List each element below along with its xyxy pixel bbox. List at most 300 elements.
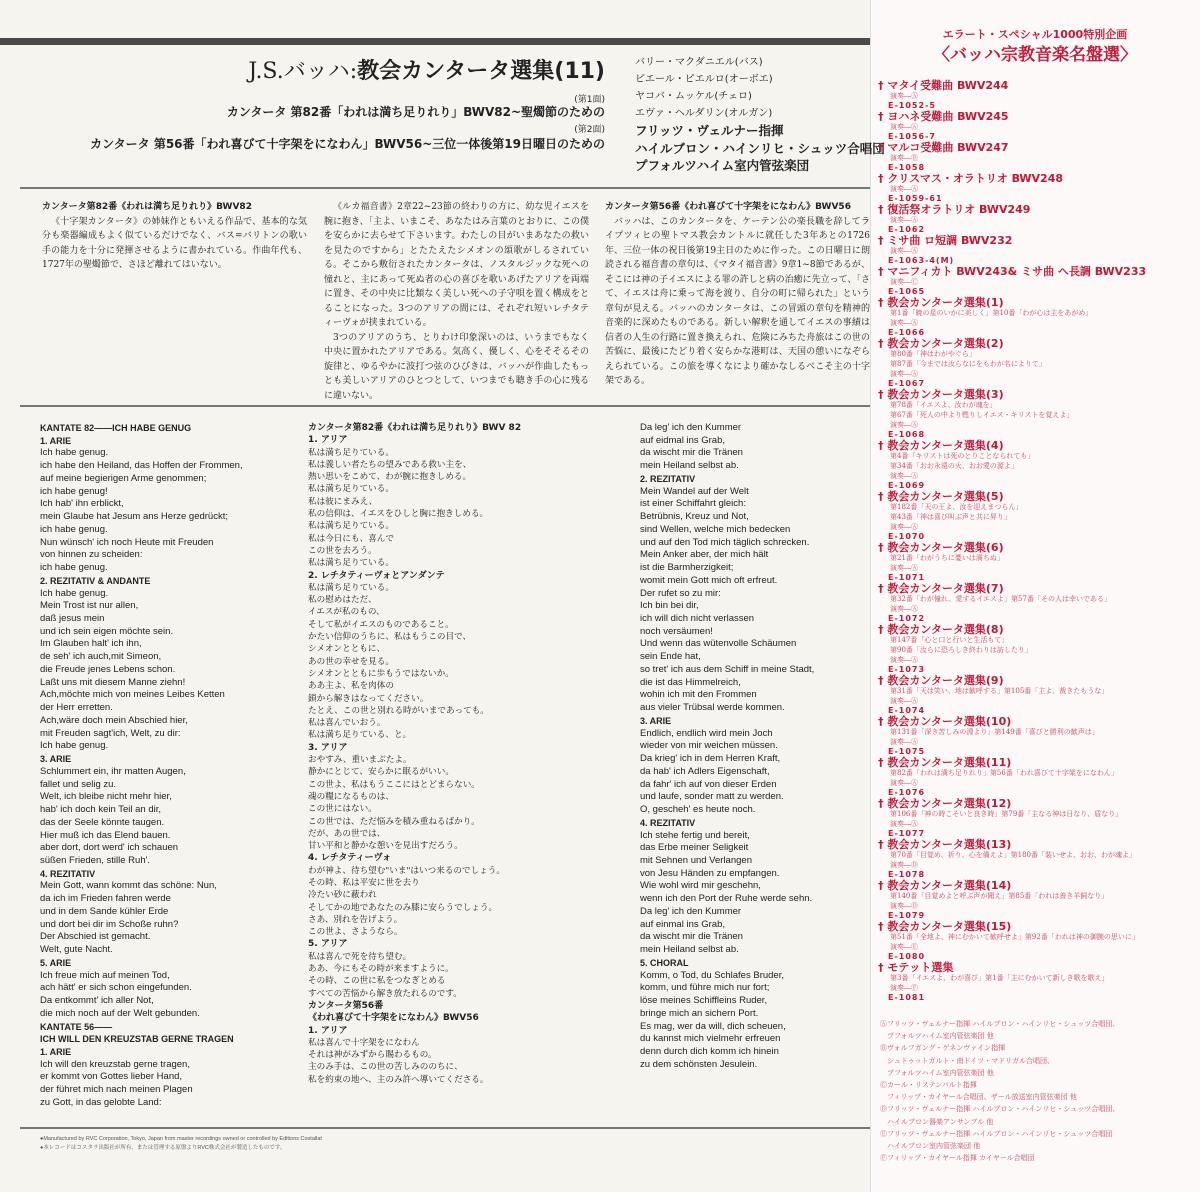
series-item-title: † マニフィカト BWV243& ミサ曲 ヘ長調 BWV233: [878, 265, 1147, 278]
series-item-catalog-number: E-1071: [888, 573, 926, 582]
lyric-section-heading: 4. REZITATIV: [640, 817, 696, 828]
series-item-catalog-number: E-1078: [888, 870, 926, 879]
lyric-line: der Herr erretten.: [40, 702, 113, 714]
series-item-works: 第31番「天は笑い、地は歓呼する」第105番「主よ、裁きたもうな」: [890, 687, 1109, 695]
series-item-works: 第140番「目覚めよと呼ぶ声が聞え」第85番「われは善き羊飼なり」: [890, 892, 1109, 900]
lyric-line: さあ、別れを告げよう。: [308, 914, 403, 925]
series-item-catalog-number: E-1070: [888, 532, 926, 541]
series-item-works: 第182番「天の王よ、汝を迎えまつらん」: [890, 503, 1023, 511]
lyric-line: シメオンとともに、: [308, 644, 386, 655]
lyric-line: 私は満ち足りている。: [308, 558, 394, 569]
legend-line: Ⓒカール・リステンパルト指揮: [880, 1081, 977, 1090]
legend-line: Ⓔフリッツ・ヴェルナー指揮 ハイルブロン・ハインリヒ・シュッツ合唱団: [880, 1129, 1113, 1138]
series-item-title: † 教会カンタータ選集(7): [878, 582, 1004, 595]
lyric-line: 私は喜んで十字架をになわん: [308, 1037, 420, 1048]
lyric-line: daß jesus mein: [40, 613, 105, 625]
lyric-line: wohin ich mit den Frommen: [640, 689, 757, 701]
series-item: [878, 542, 1196, 583]
lyric-line: da hab' ich Adlers Eigenschaft,: [640, 765, 770, 777]
lyric-line: Da entkommt' ich aller Not,: [40, 995, 154, 1007]
lyric-line: Mein Anker aber, der mich hält: [640, 549, 769, 561]
lyric-line: おやすみ、重いまぶたよ。: [308, 755, 412, 766]
series-item-catalog-number: E-1081: [888, 993, 926, 1002]
series-item-catalog-number: E-1066: [888, 328, 926, 337]
lyric-line: Mein Trost ist nur allen,: [40, 600, 139, 612]
lyric-line: Der Abschied ist gemacht.: [40, 931, 151, 943]
lyric-line: Nun wünsch' ich noch Heute mit Freuden: [40, 536, 214, 548]
lyric-section-heading: 2. REZITATIV: [640, 473, 696, 484]
lyric-line: Mein Gott, wann kommt das schöne: Nun,: [40, 880, 217, 892]
series-item-performer: 演奏―Ⓐ: [890, 605, 918, 613]
lyric-line: 私の信仰は、イエスをひしと胸に抱きしめる。: [308, 509, 489, 520]
series-subtitle: エラート・スペシャル1000特別企画: [942, 28, 1128, 41]
lyric-section-heading: 2. レチタティーヴォとアンダンテ: [308, 570, 445, 581]
lyric-line: ist einer Schiffahrt gleich:: [640, 498, 746, 510]
series-item: [878, 491, 1196, 542]
lyric-line: wenn ich den Port der Ruhe werde sehn.: [640, 893, 813, 905]
series-item-works: 第4番「キリストは死のとりことなられても」: [890, 452, 1035, 460]
series-item-title: † 教会カンタータ選集(14): [878, 879, 1012, 892]
series-item-works: 第82番「われは満ち足りれり」第56番「われ喜びて十字架をになわん」: [890, 769, 1118, 777]
series-item: [878, 338, 1196, 389]
lyric-line: O, gescheh' es heute noch.: [640, 804, 756, 816]
lyric-line: この世を去ろう。: [308, 545, 377, 556]
lyric-section-heading: 5. アリア: [308, 939, 348, 950]
lyric-section-heading: 3. ARIE: [40, 754, 72, 765]
lyric-line: Ich habe genug.: [40, 447, 109, 459]
series-item-performer: 演奏―Ⓐ: [890, 185, 918, 193]
lyric-line: ich habe genug!: [40, 485, 108, 497]
lyric-line: Ich hab' ihn erblickt,: [40, 498, 124, 510]
lyric-line: mein Glaube hat Jesum ans Herze gedrückt;: [40, 511, 228, 523]
performer: エヴァ・ヘルダリン(オルガン): [635, 108, 773, 119]
lyric-line: bringe mich an sichern Port.: [640, 1007, 759, 1019]
lyric-line: それは神がみずから賜わるもの。: [308, 1050, 437, 1061]
series-item-title: † 復活祭オラトリオ BWV249: [878, 203, 1031, 216]
lyric-line: この世よ、私はもうここにはとどまらない。: [308, 779, 480, 790]
series-item-performer: 演奏―Ⓐ: [890, 738, 918, 746]
series-item: [878, 880, 1196, 921]
lyric-line: Da leg' ich den Kummer: [640, 905, 742, 917]
series-item-works: 第3番「イエスよ、わが喜び」第1番「主にむかいて新しき歌を歌え」: [890, 974, 1109, 982]
lyric-line: この世にはない。: [308, 804, 377, 815]
lyric-line: hab' ich doch kein Teil an dir,: [40, 804, 161, 816]
series-item-catalog-number: E-1056-7: [888, 132, 936, 141]
lyric-line: der führet mich nach meinen Plagen: [40, 1084, 193, 1096]
lyric-line: Ich freue mich auf meinen Tod,: [40, 969, 170, 981]
series-item-works: 第51番「全地よ、神にむかいて歓呼せよ」第92番「われは神の御腕の思いに」: [890, 933, 1139, 941]
series-item-performer: 演奏―Ⓐ: [890, 523, 918, 531]
lyric-line: noch versäumen!: [640, 625, 713, 637]
legend-line: シュトゥットガルト・南ドイツ・マドリガル合唱団、: [880, 1056, 1055, 1065]
series-item-catalog-number: E-1080: [888, 952, 926, 961]
series-item-title: † 教会カンタータ選集(5): [878, 490, 1004, 503]
series-item-performer: 演奏―Ⓐ: [890, 564, 918, 572]
series-item-catalog-number: E-1063-4(M): [888, 256, 955, 265]
series-item-performer: 演奏―Ⓐ: [890, 779, 918, 787]
lyric-line: fallet und selig zu.: [40, 778, 117, 790]
lyric-line: und in dem Sande kühler Erde: [40, 905, 169, 917]
lyric-line: 魂の糧になるものは、: [308, 791, 394, 802]
note-paragraph: 3つのアリアのうち、とりわけ印象深いのは、いうまでもなく中央に置かれたアリアである。気高く、優しく、心をそそるその旋律と、ゆるやかに波打つ弦のひびきは、バッハが作曲したもっとも美しいアリアのひとつとして、いつまでも聴き手の心に残るに違いない。: [324, 332, 589, 401]
series-item-title: † ミサ曲 ロ短調 BWV232: [878, 234, 1013, 247]
series-item-title: † モテット選集: [878, 961, 954, 974]
lyric-line: たとえ、この世と別れる時がいまであっても。: [308, 705, 489, 716]
lyric-line: 私は喜んで死を待ち望む。: [308, 951, 412, 962]
series-item-title: † 教会カンタータ選集(6): [878, 541, 1004, 554]
manufacturer-note-jp: ●本レコードはコスタラ出版社が所有、または管理する原盤よりRVC株式会社が製造したものです。: [40, 1145, 286, 1151]
series-item-catalog-number: E-1065: [888, 287, 926, 296]
legend-line: Ⓓフリッツ・ヴェルナー指揮 ハイルブロン・ハインリヒ・シュッツ合唱団、: [880, 1105, 1120, 1114]
lyric-line: mit Sehnen und Verlangen: [640, 854, 752, 866]
series-item-performer: 演奏―Ⓐ: [890, 820, 918, 828]
series-item-title: † 教会カンタータ選集(12): [878, 797, 1012, 810]
series-item-works: 第106番「神の時こそいと良き時」第79番「主なる神は日なり、盾なり」: [890, 810, 1123, 818]
lyric-line: ああ主よ、私を肉体の: [308, 681, 394, 692]
series-item-catalog-number: E-1074: [888, 706, 926, 715]
series-item-catalog-number: E-1059-61: [888, 194, 943, 203]
series-item-title: † 教会カンタータ選集(11): [878, 756, 1012, 769]
lyric-line: 私は喜んでいおう。: [308, 718, 386, 729]
lyric-line: 静かにとじて、安らかに眠るがいい。: [308, 767, 454, 778]
lyric-section-heading: 3. アリア: [308, 742, 348, 753]
lyric-line: und laufe, sonder matt zu werden.: [640, 791, 784, 803]
lyric-line: er kommt von Gottes lieber Hand,: [40, 1071, 183, 1083]
series-item-performer: 演奏―Ⓒ: [890, 278, 918, 286]
lyric-line: ist die Barmherzigkeit;: [640, 562, 734, 574]
lyric-line: auf einmal ins Grab,: [640, 918, 726, 930]
note-paragraph: バッハは、このカンタータを、ケーテン公の楽長職を辞してライプツィヒの聖トマス教会カントルに就任した3年あとの1726年、三位一体の祝日後第19主日のために作った。この日曜日に朗読される福音書の章句は、《マタイ福音書》9章1~8節であるが、そこには神の子イエスによる罪の許しと病の治癒に先立って、「さて、イエスは舟に乗って海を渡り、自分の町に帰られた」という章句が見える。バッハのカンタータは、この冒頭の章句を精神的音楽的に深めたものである。新しい解釈を通してイエスの事績は信者の人生の行路に置き換えられ、危険にみちた舟旅はこの世の苦悩に、最後にたどり着く安らかな港町は、天国の憩いになぞらえられている。この旅を導くなにより確かなしるべこそ主の十字架である。: [605, 216, 870, 386]
lyric-line: シメオンとともに歩もうではないか。: [308, 668, 454, 679]
lyric-section-heading: 3. ARIE: [640, 715, 672, 726]
lyric-line: ach hätt' er sich schon eingefunden.: [40, 982, 192, 994]
liner-notes-col1: [42, 200, 307, 273]
side-2-label: (第2面): [574, 125, 605, 135]
lyric-line: ああ、今にもその時が来ますように。: [308, 964, 454, 975]
lyric-line: mein Heiland selbst ab.: [640, 944, 739, 956]
series-item-title: † 教会カンタータ選集(13): [878, 838, 1012, 851]
series-item-title: † 教会カンタータ選集(9): [878, 674, 1004, 687]
lyric-line: womit mein Gott mich oft erfreut.: [640, 574, 778, 586]
lyric-section-heading: 《われ喜びて十字架をになわん》BWV56: [308, 1013, 479, 1024]
lyric-line: Laßt uns mit diesem Manne ziehn!: [40, 676, 186, 688]
lyric-line: 私は満ち足りている。: [308, 582, 394, 593]
lyric-line: du kannst mich vielmehr erfreuen: [640, 1033, 781, 1045]
lyric-line: Ach,wäre doch mein Abschied hier,: [40, 714, 188, 726]
divider: [20, 405, 870, 407]
series-item-performer: 演奏―Ⓐ: [890, 216, 918, 224]
lyric-line: die ist das Himmelreich,: [640, 676, 741, 688]
lyric-line: de seh' ich auch,mit Simeon,: [40, 651, 162, 663]
lyric-line: そしてかの地であなたのみ膝に安らうでしょう。: [308, 902, 498, 913]
legend-line: フィリップ・カイヤール合唱団、ザール放送室内管弦楽団 他: [880, 1093, 1077, 1102]
top-rule: [0, 38, 870, 45]
lyric-section-heading: 1. ARIE: [40, 1046, 72, 1057]
legend-line: プフォルツハイム室内管弦楽団 他: [880, 1068, 994, 1077]
series-item-title: † 教会カンタータ選集(15): [878, 920, 1012, 933]
lyric-line: Ich stehe fertig und bereit,: [640, 829, 750, 841]
series-item-title: † 教会カンタータ選集(4): [878, 439, 1004, 452]
series-item-works: 第80番「神はわがやぐら」: [890, 350, 976, 358]
lyric-line: auf meine begierigen Arme genommen;: [40, 472, 207, 484]
series-item-title: † 教会カンタータ選集(3): [878, 388, 1004, 401]
series-item-catalog-number: E-1077: [888, 829, 926, 838]
lyric-line: denn durch dich komm ich hinein: [640, 1045, 779, 1057]
lyric-line: von hinnen zu scheiden:: [40, 549, 143, 561]
series-item-catalog-number: E-1079: [888, 911, 926, 920]
liner-notes-col2: [324, 200, 589, 403]
lyric-line: und ich sein eigen möchte sein.: [40, 625, 174, 637]
ensemble: フリッツ・ヴェルナー指揮: [635, 123, 784, 138]
series-item-catalog-number: E-1058: [888, 163, 926, 172]
lyric-line: da wischt mir die Tränen: [640, 447, 743, 459]
lyric-line: die Freude jenes Lebens schon.: [40, 663, 176, 675]
note-paragraph: 《ルカ福音書》2章22~23節の終わりの方に、幼な児イエスを腕に抱き、「主よ、いまこそ、あなたはみ言葉のとおりに、この僕を安らかに去らせて下さいます。わたしの目がいまあなたの救いを見たのですから」とたたえたシメオンの頌歌がしるされている。そこから敷衍されたカンタータは、ノスタルジックな死への憧れと、主にあって死ぬ者の心の喜びを歌いあげたアリアを両端に置き、その中央に比類なく美しい死への子守唄を置く構成をとることになった。3つのアリアの間には、それぞれ短いレチタティーヴォが挟まれている。: [324, 202, 589, 328]
lyric-line: und auf den Tod mich täglich schrecken.: [640, 536, 810, 548]
performer: バリー・マクダニエル(バス): [635, 57, 763, 68]
lyric-line: その時、この世に私をつなぎとめる: [308, 976, 446, 987]
lyric-line: löse meines Schiffleins Ruder,: [640, 995, 768, 1007]
lyric-line: mein Heiland selbst ab.: [640, 460, 739, 472]
work-1-title: カンタータ 第82番「われは満ち足りれり」BWV82~聖燭節のための: [226, 105, 605, 119]
series-item-performer: 演奏―Ⓐ: [890, 92, 918, 100]
series-item-performer: 演奏―Ⓓ: [890, 861, 918, 869]
legend-line: Ⓕフィリップ・カイヤール指揮 カイヤール合唱団: [880, 1154, 1035, 1163]
lyric-line: von Jesu Händen zu empfangen.: [640, 867, 780, 879]
series-item-works: 第43番「神は喜び叫ぶ声と共に昇り」: [890, 513, 1011, 521]
series-item: [878, 757, 1196, 798]
lyric-line: Ich habe genug.: [40, 740, 109, 752]
lyric-line: 冷たい砂に蔽われ: [308, 890, 377, 901]
series-item-performer: 演奏―Ⓐ: [890, 472, 918, 480]
lyric-line: da wischt mir die Tränen: [640, 931, 743, 943]
lyric-line: あの世の幸せを見る。: [308, 656, 394, 667]
series-item-title: † 教会カンタータ選集(10): [878, 715, 1012, 728]
lyric-section-heading: 1. アリア: [308, 1025, 348, 1036]
series-item: [878, 389, 1196, 440]
series-item-performer: 演奏―Ⓐ: [890, 656, 918, 664]
lyric-line: Und wenn das wütenvolle Schäumen: [640, 638, 797, 650]
lyric-line: aber dort, dort werd' ich schauen: [40, 842, 179, 854]
series-item-catalog-number: E-1062: [888, 225, 926, 234]
series-item: [878, 716, 1196, 757]
lyrics-german-col1: [40, 422, 243, 1110]
series-item-performer: 演奏―Ⓐ: [890, 421, 918, 429]
series-item-title: † 教会カンタータ選集(2): [878, 337, 1004, 350]
lyric-line: Ich bin bei dir,: [640, 600, 699, 612]
lyric-section-heading: 4. REZITATIV: [40, 868, 96, 879]
lyric-line: wieder von mir weichen müssen.: [640, 740, 778, 752]
lyric-line: ich habe genug.: [40, 523, 108, 535]
series-item-performer: 演奏―Ⓐ: [890, 247, 918, 255]
lyric-line: sind Wellen, welche mich bedecken: [640, 523, 791, 535]
series-item: [878, 921, 1196, 962]
lyric-line: 甘い平和と静かな憩いを見出すだろう。: [308, 841, 463, 852]
legend-line: ハイルブロン器楽アンサンブル 他: [880, 1117, 994, 1126]
lyric-line: ich habe genug.: [40, 562, 108, 574]
series-item-works: 第34番「おお永遠の火、おお愛の源よ」: [890, 462, 1018, 470]
lyric-line: Ich habe genug.: [40, 587, 109, 599]
lyric-line: 主のみ手は、この世の苦しみののちに、: [308, 1062, 463, 1073]
lyric-line: Wie wohl wird mir geschehn,: [640, 880, 761, 892]
lyric-section-heading: カンタータ第82番《われは満ち足りれり》BWV 82: [308, 423, 522, 433]
lyric-section-heading: カンタータ第56番: [308, 1000, 384, 1011]
series-item-performer: 演奏―Ⓔ: [890, 943, 918, 951]
lyric-section-heading: 5. CHORAL: [640, 957, 689, 968]
lyric-line: そして私がイエスのものであること。: [308, 619, 454, 630]
series-item-works: 第131番「深き苦しみの淵より」第149番「喜びと勝利の歓声は」: [890, 728, 1099, 736]
series-item-title: † クリスマス・オラトリオ BWV248: [878, 172, 1063, 185]
lyric-section-heading: 1. ARIE: [40, 435, 72, 446]
lyric-line: この世よ、さようなら。: [308, 927, 403, 938]
series-item-works: 第87番「今までは汝らなにをもわが名によりて」: [890, 360, 1046, 368]
divider: [20, 187, 870, 189]
lyric-line: Welt, gute Nacht.: [40, 944, 113, 956]
series-item: [878, 266, 1196, 297]
lyric-line: komm, und führe mich nur fort;: [640, 982, 770, 994]
lyric-line: so tret' ich aus dem Schiff in meine Stadt,: [640, 663, 815, 675]
note-heading: カンタータ第82番《われは満ち足りれり》BWV82: [42, 202, 252, 212]
series-item-works: 第67番「死人の中より甦りしイエス・キリストを覚えよ」: [890, 411, 1074, 419]
lyric-line: aus vieler Trübsal werde kommen.: [640, 702, 785, 714]
lyric-line: die mich noch auf der Welt gebunden.: [40, 1007, 200, 1019]
lyric-line: da ich im Frieden fahren werde: [40, 893, 171, 905]
lyric-line: その時、私は平安に世を去り: [308, 877, 420, 888]
lyric-section-heading: KANTATE 56——: [40, 1021, 113, 1032]
series-item: [878, 204, 1196, 235]
lyric-line: この世では、ただ悩みを積み重ねるばかり。: [308, 816, 480, 827]
series-item-catalog-number: E-1075: [888, 747, 926, 756]
lyric-section-heading: 5. ARIE: [40, 957, 72, 968]
lyric-section-heading: KANTATE 82——ICH HABE GENUG: [40, 423, 192, 433]
series-item-works: 第32番「わが憧れ、愛するイエスよ」第57番「その人は幸いである」: [890, 595, 1111, 603]
series-item: [878, 142, 1196, 173]
lyric-line: Betrübnis, Kreuz und Not,: [640, 511, 749, 523]
series-item-performer: 演奏―Ⓐ: [890, 370, 918, 378]
lyric-section-heading: 1. アリア: [308, 435, 348, 446]
legend-line: プフォルツハイム室内管弦楽団 他: [880, 1032, 994, 1041]
lyrics-german-col2: [640, 422, 814, 1071]
series-item-title: † マルコ受難曲 BWV247: [878, 141, 1009, 154]
series-item: [878, 111, 1196, 142]
album-title: J.S.バッハ:教会カンタータ選集(11): [248, 59, 605, 84]
lyric-line: Mein Wandel auf der Welt: [640, 485, 749, 497]
series-list: [878, 80, 1196, 1003]
lyric-line: Es mag, wer da will, dich scheuen,: [640, 1020, 786, 1032]
lyric-line: すべての苦悩から解き放たれるのです。: [308, 988, 462, 999]
lyric-section-heading: 4. レチタティーヴォ: [308, 853, 392, 864]
series-item-catalog-number: E-1068: [888, 430, 926, 439]
series-title: 〈バッハ宗教音楽名盤選〉: [933, 45, 1137, 65]
lyric-line: Endlich, endlich wird mein Joch: [640, 727, 773, 739]
lyric-line: 私を約束の地へ、主のみ許へ導いてくださる。: [308, 1074, 489, 1085]
ensemble: ハイルブロン・ハインリヒ・シュッツ合唱団: [635, 140, 885, 156]
lyric-line: Ach,möchte mich von meines Leibes Ketten: [40, 689, 225, 701]
series-item-performer: 演奏―Ⓐ: [890, 123, 918, 131]
lyric-line: süßen Frieden, stille Ruh'.: [40, 854, 151, 866]
series-item: [878, 173, 1196, 204]
lyric-line: Welt, ich bleibe nicht mehr hier,: [40, 791, 172, 803]
lyric-line: Im Glauben halt' ich ihn,: [40, 638, 142, 650]
lyric-line: だが、あの世では、: [308, 828, 386, 839]
performer: ヤコバ・ムッケル(チェロ): [635, 91, 752, 102]
liner-notes-col3: [605, 200, 870, 389]
lyric-line: und dort bei dir im Schoße ruhn?: [40, 918, 179, 930]
performers: [635, 54, 885, 175]
series-item-title: † 教会カンタータ選集(8): [878, 623, 1004, 636]
ensemble: プフォルツハイム室内管弦楽団: [635, 158, 810, 173]
legend-line: Ⓐフリッツ・ヴェルナー指揮 ハイルブロン・ハインリヒ・シュッツ合唱団、: [880, 1020, 1120, 1028]
lyric-line: 私は今日にも、喜んで: [308, 533, 394, 544]
lyric-line: 私は満ち足りている。: [308, 484, 394, 495]
series-item-performer: 演奏―Ⓕ: [890, 984, 918, 992]
series-item-performer: 演奏―Ⓐ: [890, 697, 918, 705]
series-item-catalog-number: E-1067: [888, 379, 926, 388]
series-item-works: 第70番「目覚め、祈り、心を備えよ」第180番「装いせよ、おお、わが魂よ」: [890, 851, 1136, 859]
lyric-line: Der rufet so zu mir:: [640, 587, 721, 599]
lyric-line: 鎖から解きはなってください。: [308, 693, 429, 704]
legend-line: ハイルブロン室内管弦楽団 他: [880, 1142, 981, 1151]
lyric-line: das der Seele könnte taugen.: [40, 816, 165, 828]
series-item: [878, 440, 1196, 491]
series-item: [878, 235, 1196, 266]
series-item: [878, 675, 1196, 716]
lyric-line: Komm, o Tod, du Schlafes Bruder,: [640, 969, 784, 981]
lyric-section-heading: 2. REZITATIV & ANDANTE: [40, 575, 151, 586]
performer: ピエール・ピエルロ(オーボエ): [635, 74, 773, 85]
lyric-line: Ich will den kreuzstab gerne tragen,: [40, 1058, 190, 1070]
series-item: [878, 80, 1196, 111]
lyric-line: sein Ende hat,: [640, 651, 701, 663]
series-item: [878, 962, 1196, 1003]
manufacturer-note: ●Manufactured by RVC Corporation, Tokyo, Japan from master recordings owned or controlled by Editions Costallat: [40, 1136, 322, 1142]
series-item-catalog-number: E-1052-5: [888, 101, 936, 110]
series-item-title: † ヨハネ受難曲 BWV245: [878, 110, 1009, 123]
series-item: [878, 798, 1196, 839]
series-item-title: † マタイ受難曲 BWV244: [878, 79, 1009, 92]
lyric-line: わが神よ、待ち望む"いま"はいつ来るのでしょう。: [308, 865, 505, 876]
lyric-line: zu Gott, in das gelobte Land:: [40, 1096, 162, 1108]
lyric-line: ich will dich nicht verlassen: [640, 613, 755, 625]
series-item-catalog-number: E-1069: [888, 481, 926, 490]
lyric-section-heading: ICH WILL DEN KREUZSTAB GERNE TRAGEN: [40, 1034, 234, 1045]
lyric-line: 私は満ち足りている。: [308, 447, 394, 458]
series-item-works: 第78番「イエスよ、汝わが魂を」: [890, 401, 997, 409]
lyric-line: Da krieg' ich in dem Herren Kraft,: [640, 753, 781, 765]
note-heading: カンタータ第56番《われ喜びて十字架をになわん》BWV56: [605, 202, 851, 212]
series-item-performer: 演奏―Ⓓ: [890, 902, 918, 910]
series-item-performer: 演奏―Ⓑ: [890, 154, 918, 162]
lyric-line: 私の慰めはただ、: [308, 595, 377, 606]
legend-line: Ⓑヴォルフガング・ゲネンヴァイン指揮: [880, 1044, 1006, 1053]
lyric-line: Da leg' ich den Kummer: [640, 422, 742, 433]
lyric-line: ich habe den Heiland, das Hoffen der Frommen,: [40, 460, 243, 472]
lyric-line: Schlummert ein, ihr matten Augen,: [40, 765, 186, 777]
side-1-label: (第1面): [574, 95, 605, 105]
footer-credits: [40, 1135, 322, 1153]
series-item-performer: 演奏―Ⓐ: [890, 319, 918, 327]
lyric-line: auf eidmal ins Grab,: [640, 434, 726, 446]
series-item: [878, 583, 1196, 624]
series-item-works: 第21番「わがうちに憂いは満ちぬ」: [890, 554, 1004, 562]
lyric-line: da fahr' ich auf von dieser Erden: [640, 778, 777, 790]
lyrics-japanese: [308, 422, 521, 1086]
lyric-line: das Erbe meiner Seligkeit: [640, 842, 749, 854]
series-item-catalog-number: E-1073: [888, 665, 926, 674]
series-item: [878, 297, 1196, 338]
series-item-works: 第147番「心と口と行いと生活もて」: [890, 636, 1009, 644]
series-item-title: † 教会カンタータ選集(1): [878, 296, 1004, 309]
